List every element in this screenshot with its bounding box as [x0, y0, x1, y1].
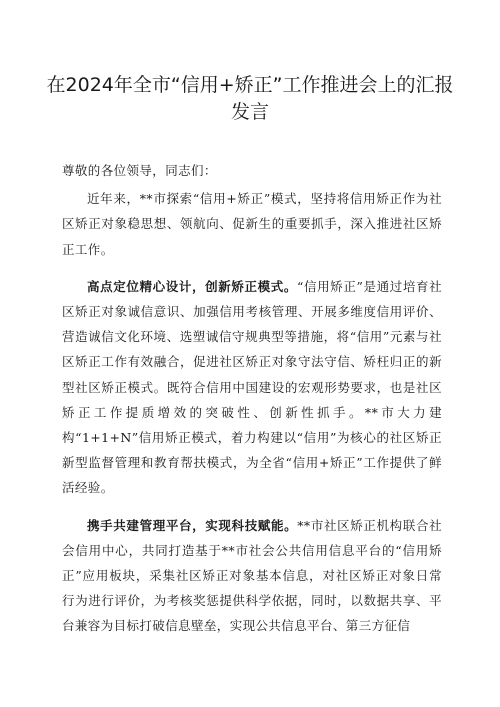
- paragraph-intro: [62, 186, 442, 262]
- paragraph-platform: [62, 513, 442, 639]
- paragraph-positioning: [62, 274, 442, 501]
- salutation: 尊敬的各位领导，同志们：: [62, 163, 217, 178]
- document-title: 在2024年全市“信用+矫正”工作推进会上的汇报发言: [46, 74, 454, 123]
- paragraph-text: 近年来，**市探索“信用+矫正”模式，坚持将信用矫正作为社区矫正对象稳思想、领航向、促新生的重要抓手，深入推进社区矫正工作。: [62, 191, 442, 257]
- paragraph-heading: 携手共建管理平台，实现科技赋能。: [87, 517, 298, 533]
- paragraph-text: “信用矫正”是通过培育社区矫正对象诚信意识、加强信用考核管理、开展多维度信用评价、营造诚信文化环境、选塑诚信守规典型等措施，将“信用”元素与社区矫正工作有效融合，促进社区矫正对象守法守信、矫枉归正的新型社区矫正模式。既符合信用中国建设的宏观形势要求，也是社区矫正工作提质增效的突破性、创新性抓手。**市大力建构“1+1+N”信用矫正模式，着力构建以“信用”为核心的社区矫正新型监督管理和教育帮扶模式，为全省“信用+矫正”工作提供了鲜活经验。: [62, 278, 442, 496]
- paragraph-text: **市社区矫正机构联合社会信用中心，共同打造基于**市社会公共信用信息平台的“信用矫正”应用板块，采集社区矫正对象基本信息，对社区矫正对象日常行为进行评价，为考核奖惩提供科学依据，同时，以数据共享、平台兼容为目标打破信息壁垒，实现公共信息平台、第三方征信: [62, 517, 442, 634]
- paragraph-heading: 高点定位精心设计，创新矫正模式。: [87, 278, 297, 294]
- document-body: [62, 158, 442, 651]
